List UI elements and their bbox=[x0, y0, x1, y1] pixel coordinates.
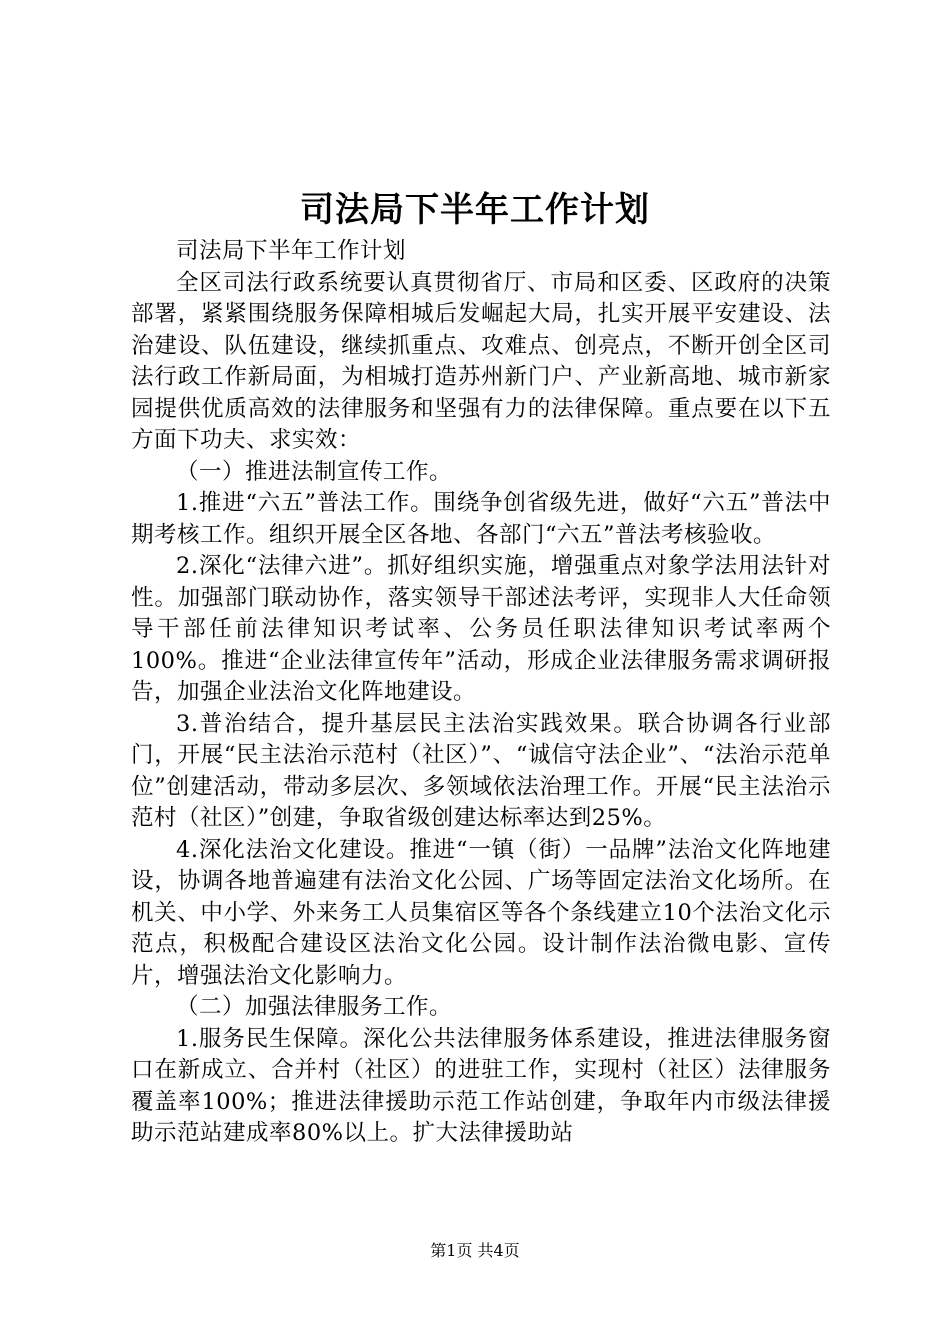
paragraph-item-1-2: 2.深化“法律六进”。抓好组织实施，增强重点对象学法用法针对性。加强部门联动协作，落实领导干部述法考评，实现非人大任命领导干部任前法律知识考试率、公务员任职法律知识考试率两个100%。推进“企业法律宣传年”活动，形成企业法律服务需求调研报告，加强企业法治文化阵地建设。 bbox=[131, 553, 831, 705]
paragraph-item-1-4: 4.深化法治文化建设。推进“一镇（街）一品牌”法治文化阵地建设，协调各地普遍建有法治文化公园、广场等固定法治文化场所。在机关、中小学、外来务工人员集宿区等各个条线建立10个法治文化示范点，积极配合建设区法治文化公园。设计制作法治微电影、宣传片，增强法治文化影响力。 bbox=[131, 836, 831, 989]
paragraph-item-1-1: 1.推进“六五”普法工作。围绕争创省级先进，做好“六五”普法中期考核工作。组织开展全区各地、各部门“六五”普法考核验收。 bbox=[131, 490, 831, 548]
document-title: 司法局下半年工作计划 bbox=[300, 190, 650, 230]
document-body bbox=[131, 236, 831, 1150]
section-heading-2: （二）加强法律服务工作。 bbox=[176, 994, 453, 1020]
paragraph-subtitle: 司法局下半年工作计划 bbox=[176, 238, 407, 264]
paragraph-item-2-1: 1.服务民生保障。深化公共法律服务体系建设，推进法律服务窗口在新成立、合并村（社区）的进驻工作，实现村（社区）法律服务覆盖率100%；推进法律援助示范工作站创建，争取年内市级法律援助示范站建成率80%以上。扩大法律援助站 bbox=[131, 1025, 831, 1146]
section-heading-1: （一）推进法制宣传工作。 bbox=[176, 458, 453, 485]
paragraph-intro: 全区司法行政系统要认真贯彻省厅、市局和区委、区政府的决策部署，紧紧围绕服务保障相城后发崛起大局，扎实开展平安建设、法治建设、队伍建设，继续抓重点、攻难点、创亮点，不断开创全区司法行政工作新局面，为相城打造苏州新门户、产业新高地、城市新家园提供优质高效的法律服务和坚强有力的法律保障。重点要在以下五方面下功夫、求实效： bbox=[131, 269, 831, 453]
paragraph-item-1-3: 3.普治结合，提升基层民主法治实践效果。联合协调各行业部门，开展“民主法治示范村（社区）”、“诚信守法企业”、“法治示范单位”创建活动，带动多层次、多领域依法治理工作。开展“民主法治示范村（社区）”创建，争取省级创建达标率达到25%。 bbox=[131, 710, 831, 831]
page-footer: 第1页 共4页 bbox=[430, 1241, 520, 1260]
